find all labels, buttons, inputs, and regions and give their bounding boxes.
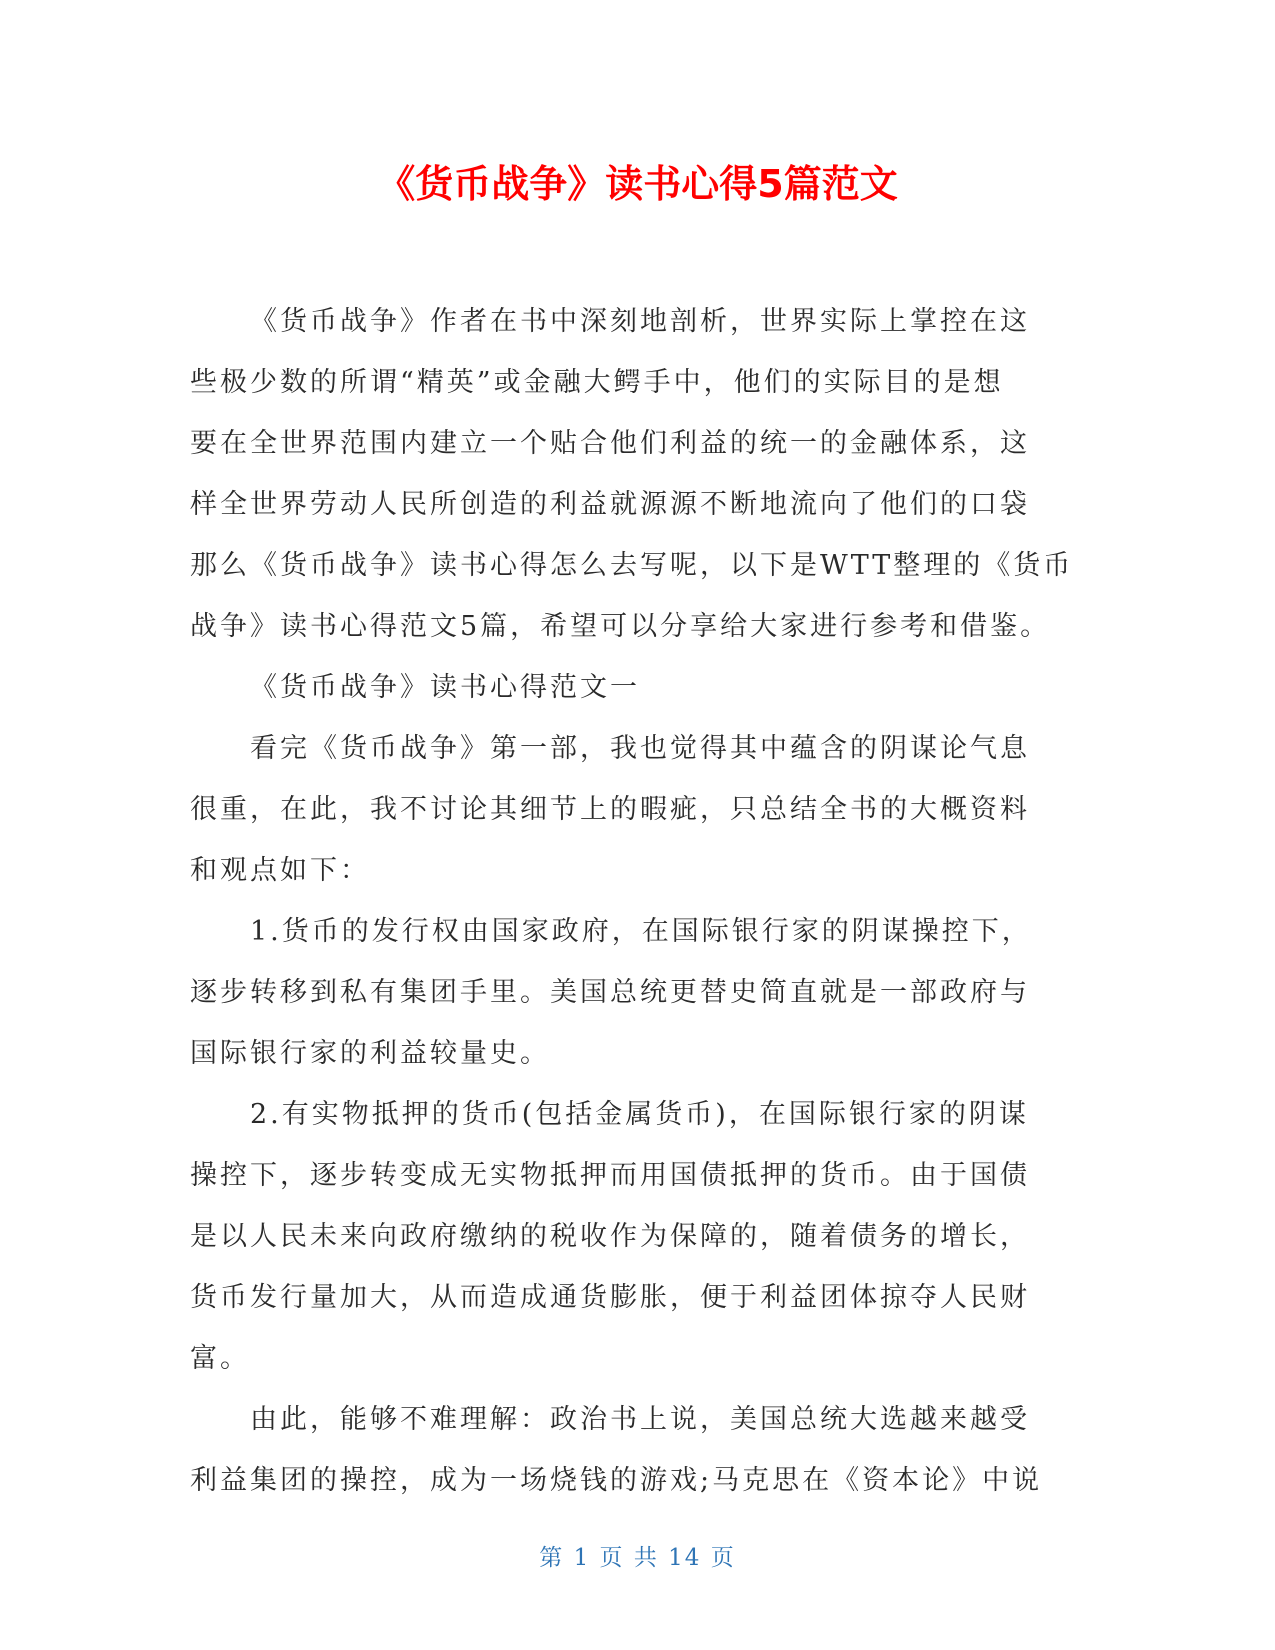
page-title: 《货币战争》读书心得5篇范文 [377, 162, 898, 206]
current-page-number: 1 [573, 1545, 591, 1571]
text-line: 国际银行家的利益较量史。 [190, 1038, 550, 1069]
text-line: 那么《货币战争》读书心得怎么去写呢，以下是WTT整理的《货币 [190, 550, 1074, 581]
section-heading: 《货币战争》读书心得范文一 [250, 672, 640, 703]
text-line: 要在全世界范围内建立一个贴合他们利益的统一的金融体系，这 [190, 428, 1030, 459]
document-body [190, 291, 1085, 1511]
footer-middle: 页 共 [599, 1545, 659, 1571]
text-line: 由此，能够不难理解：政治书上说，美国总统大选越来越受 [250, 1404, 1030, 1435]
text-line: 些极少数的所谓“精英”或金融大鳄手中，他们的实际目的是想 [190, 367, 1004, 398]
text-line: 和观点如下： [190, 855, 370, 886]
list-item: 1.货币的发行权由国家政府，在国际银行家的阴谋操控下， [250, 916, 1032, 947]
text-line: 看完《货币战争》第一部，我也觉得其中蕴含的阴谋论气息 [250, 733, 1030, 764]
text-line: 很重，在此，我不讨论其细节上的暇疵，只总结全书的大概资料 [190, 794, 1030, 825]
text-line: 逐步转移到私有集团手里。美国总统更替史简直就是一部政府与 [190, 977, 1030, 1008]
footer-suffix: 页 [710, 1545, 736, 1571]
text-line: 《货币战争》作者在书中深刻地剖析，世界实际上掌控在这 [250, 306, 1030, 337]
text-line: 利益集团的操控，成为一场烧钱的游戏;马克思在《资本论》中说 [190, 1465, 1043, 1496]
text-line: 是以人民未来向政府缴纳的税收作为保障的，随着债务的增长， [190, 1221, 1030, 1252]
text-line: 战争》读书心得范文5篇，希望可以分享给大家进行参考和借鉴。 [190, 611, 1051, 642]
text-line: 富。 [190, 1343, 250, 1374]
footer-prefix: 第 [539, 1545, 565, 1571]
text-line: 操控下，逐步转变成无实物抵押而用国债抵押的货币。由于国债 [190, 1160, 1030, 1191]
page-footer [0, 1543, 1275, 1573]
text-line: 样全世界劳动人民所创造的利益就源源不断地流向了他们的口袋 [190, 489, 1030, 520]
list-item: 2.有实物抵押的货币(包括金属货币)，在国际银行家的阴谋 [250, 1099, 1029, 1130]
text-line: 货币发行量加大，从而造成通货膨胀，便于利益团体掠夺人民财 [190, 1282, 1030, 1313]
total-page-count: 14 [668, 1545, 702, 1571]
